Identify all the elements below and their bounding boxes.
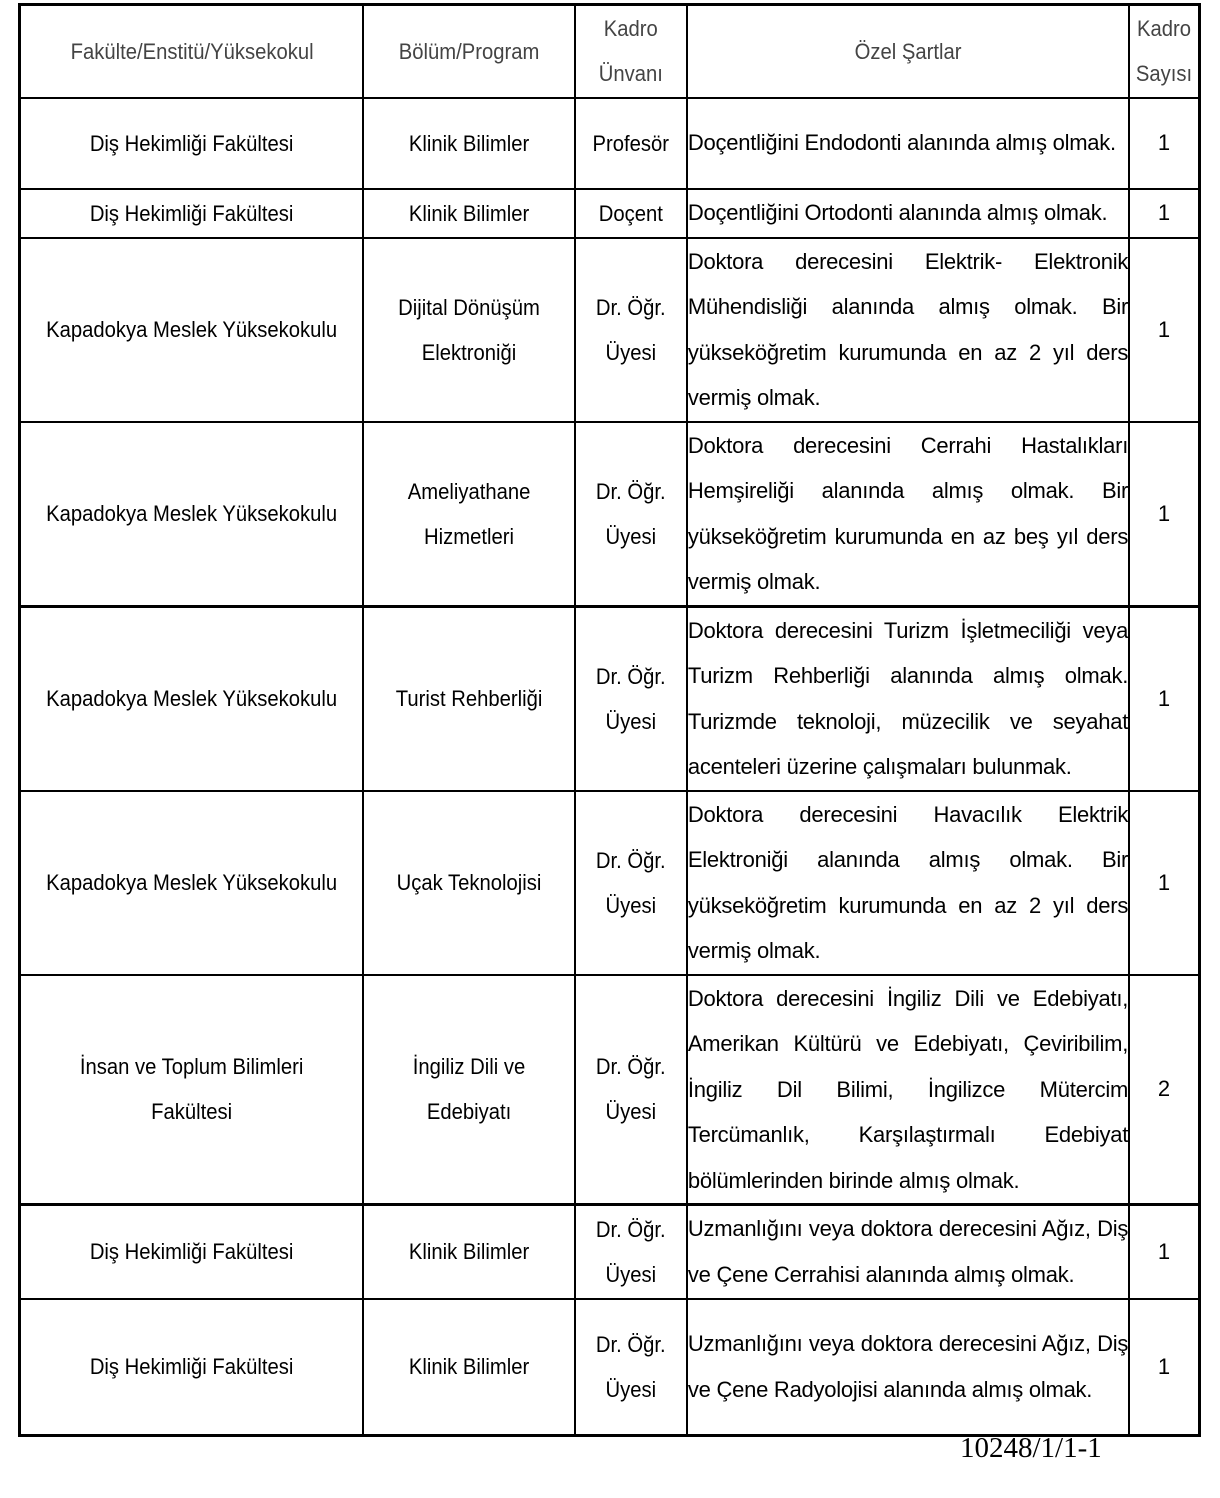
header-ozel-sartlar: Özel Şartlar [705, 5, 1112, 98]
cell-fakulte: Diş Hekimliği Fakültesi [20, 1299, 364, 1436]
cell-fakulte: Diş Hekimliği Fakültesi [20, 98, 364, 189]
document-reference-number: 10248/1/1-1 [960, 1432, 1102, 1464]
cell-fakulte: Kapadokya Meslek Yüksekokulu [20, 238, 364, 422]
cell-kadro-sayisi: 1 [1129, 606, 1199, 791]
header-kadro-sayisi: Kadro Sayısı [1132, 5, 1197, 98]
cell-ozel-sartlar: Doktora derecesini Elektrik- Elektronik Mühendisliği alanında almış olmak. Bir yükseköğretim kurumunda en az 2 yıl ders vermiş olmak. [687, 238, 1129, 422]
table-row [20, 189, 1200, 238]
cell-unvan: Doçent [575, 189, 687, 238]
table-row [20, 1205, 1200, 1299]
cell-unvan: Dr. Öğr. Üyesi [575, 422, 687, 607]
cell-ozel-sartlar: Doçentliğini Ortodonti alanında almış olmak. [687, 189, 1129, 238]
cell-ozel-sartlar: Doktora derecesini İngiliz Dili ve Edebiyatı, Amerikan Kültürü ve Edebiyatı, Çeviribilim, İngiliz Dil Bilimi, İngilizce Mütercim Tercümanlık, Karşılaştırmalı Edebiyat bölümlerinden birinde almış olmak. [687, 975, 1129, 1205]
table-row [20, 975, 1200, 1205]
cell-kadro-sayisi: 1 [1129, 98, 1199, 189]
table-row [20, 791, 1200, 975]
table-row [20, 98, 1200, 189]
cell-bolum: Klinik Bilimler [363, 1299, 575, 1436]
cell-kadro-sayisi: 1 [1129, 238, 1199, 422]
cell-kadro-sayisi: 1 [1129, 791, 1199, 975]
table-row [20, 606, 1200, 791]
table-row [20, 422, 1200, 607]
cell-bolum: Ameliyathane Hizmetleri [363, 422, 575, 607]
header-unvan: Kadro Ünvanı [580, 5, 683, 98]
cell-ozel-sartlar: Doktora derecesini Havacılık Elektrik Elektroniği alanında almış olmak. Bir yükseköğretim kurumunda en az 2 yıl ders vermiş olmak. [687, 791, 1129, 975]
table-header-row [20, 5, 1200, 98]
kadro-table [18, 3, 1201, 1437]
cell-kadro-sayisi: 1 [1129, 189, 1199, 238]
cell-unvan: Dr. Öğr. Üyesi [575, 238, 687, 422]
cell-ozel-sartlar: Doçentliğini Endodonti alanında almış olmak. [687, 98, 1129, 189]
cell-fakulte: Kapadokya Meslek Yüksekokulu [20, 422, 364, 607]
cell-fakulte: Kapadokya Meslek Yüksekokulu [20, 606, 364, 791]
cell-unvan: Dr. Öğr. Üyesi [575, 1205, 687, 1299]
cell-unvan: Dr. Öğr. Üyesi [575, 975, 687, 1205]
cell-ozel-sartlar: Uzmanlığını veya doktora derecesini Ağız, Diş ve Çene Cerrahisi alanında almış olmak. [687, 1205, 1129, 1299]
cell-bolum: İngiliz Dili ve Edebiyatı [363, 975, 575, 1205]
cell-kadro-sayisi: 1 [1129, 1205, 1199, 1299]
cell-unvan: Dr. Öğr. Üyesi [575, 791, 687, 975]
cell-fakulte: İnsan ve Toplum Bilimleri Fakültesi [20, 975, 364, 1205]
cell-bolum: Klinik Bilimler [363, 1205, 575, 1299]
cell-fakulte: Kapadokya Meslek Yüksekokulu [20, 791, 364, 975]
cell-ozel-sartlar: Doktora derecesini Turizm İşletmeciliği veya Turizm Rehberliği alanında almış olmak. Turizmde teknoloji, müzecilik ve seyahat acenteleri üzerine çalışmaları bulunmak. [687, 606, 1129, 791]
header-fakulte: Fakülte/Enstitü/Yüksekokul [33, 5, 349, 98]
table-row [20, 238, 1200, 422]
cell-kadro-sayisi: 1 [1129, 422, 1199, 607]
cell-bolum: Klinik Bilimler [363, 189, 575, 238]
cell-ozel-sartlar: Doktora derecesini Cerrahi Hastalıkları Hemşireliği alanında almış olmak. Bir yükseköğretim kurumunda en az beş yıl ders vermiş olmak. [687, 422, 1129, 607]
document-page [18, 3, 1201, 1437]
cell-bolum: Dijital Dönüşüm Elektroniği [363, 238, 575, 422]
header-bolum: Bölüm/Program [372, 5, 567, 98]
cell-ozel-sartlar: Uzmanlığını veya doktora derecesini Ağız, Diş ve Çene Radyolojisi alanında almış olmak. [687, 1299, 1129, 1436]
cell-fakulte: Diş Hekimliği Fakültesi [20, 189, 364, 238]
cell-kadro-sayisi: 1 [1129, 1299, 1199, 1436]
cell-bolum: Uçak Teknolojisi [363, 791, 575, 975]
cell-kadro-sayisi: 2 [1129, 975, 1199, 1205]
cell-bolum: Klinik Bilimler [363, 98, 575, 189]
cell-unvan: Dr. Öğr. Üyesi [575, 606, 687, 791]
cell-unvan: Profesör [575, 98, 687, 189]
cell-bolum: Turist Rehberliği [363, 606, 575, 791]
cell-unvan: Dr. Öğr. Üyesi [575, 1299, 687, 1436]
table-row [20, 1299, 1200, 1436]
cell-fakulte: Diş Hekimliği Fakültesi [20, 1205, 364, 1299]
